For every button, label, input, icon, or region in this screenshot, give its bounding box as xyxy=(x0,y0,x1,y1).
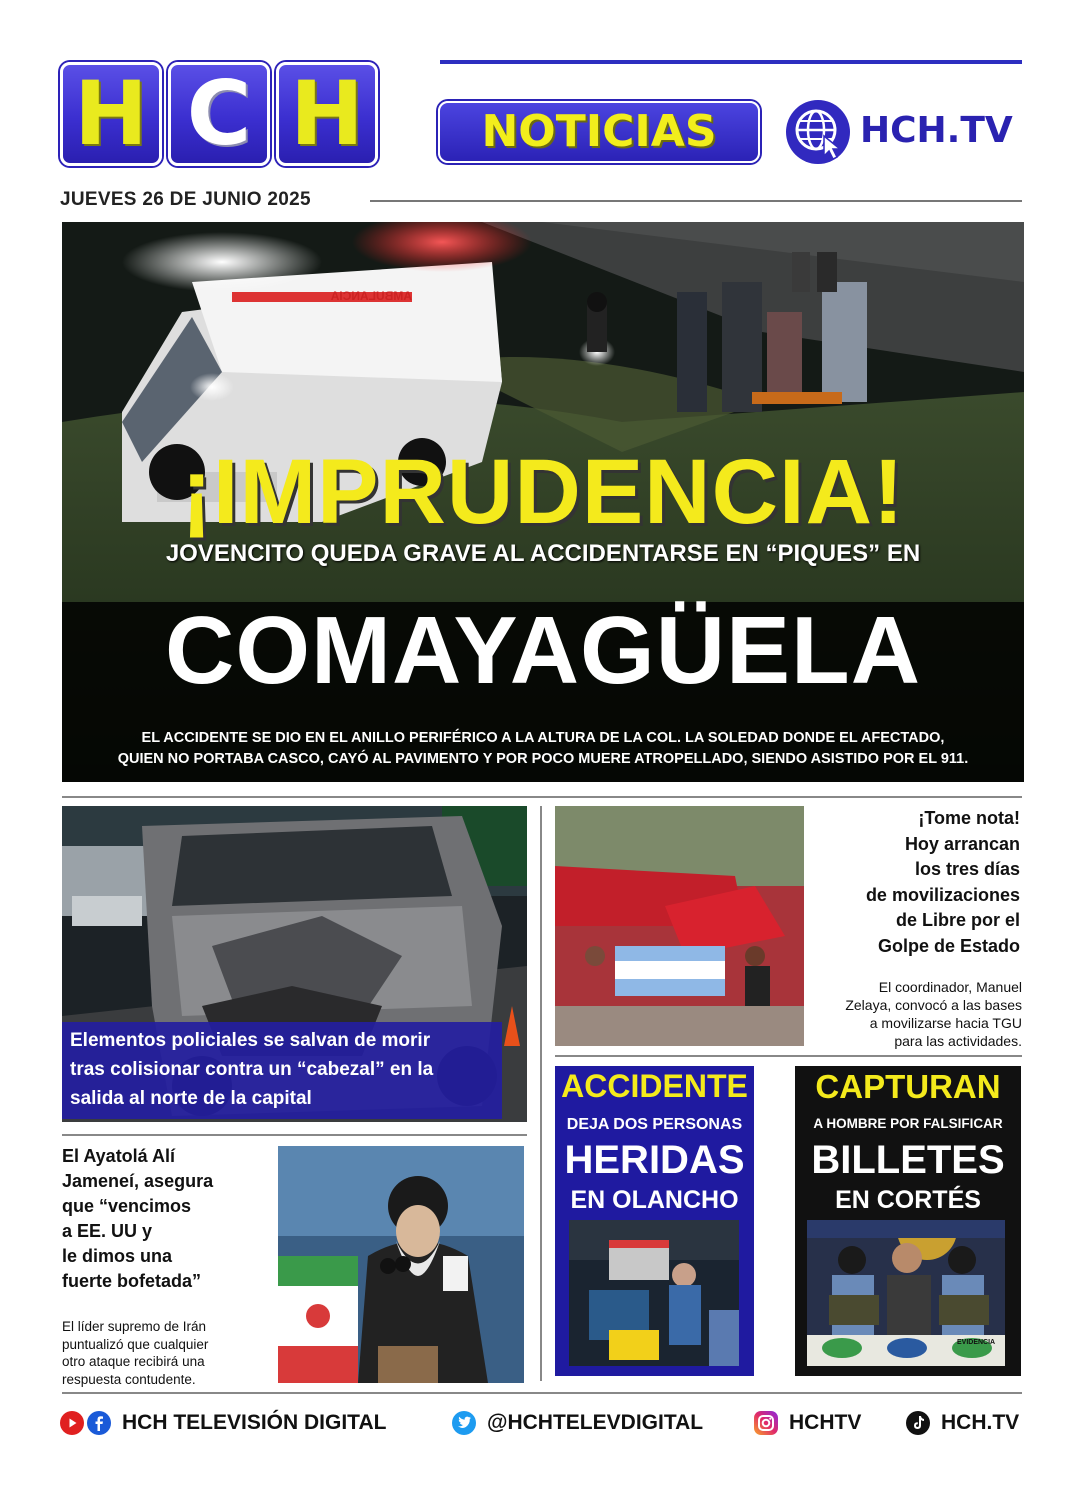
cortes-line4: EN CORTÉS xyxy=(835,1186,981,1214)
olancho-line3: HERIDAS xyxy=(564,1138,745,1182)
crash-caption xyxy=(62,1022,502,1119)
twitter-icon xyxy=(452,1411,476,1435)
cortes-story[interactable] xyxy=(795,1066,1021,1376)
libre-headline-line: Golpe de Estado xyxy=(877,935,1020,956)
footer-tiktok[interactable] xyxy=(906,1408,1019,1438)
khamenei-headline-line: le dimos una xyxy=(62,1246,173,1266)
hero-caption xyxy=(82,728,1004,770)
footer-youtube-facebook[interactable] xyxy=(60,1408,386,1438)
left-divider xyxy=(62,1134,527,1136)
logo-letter-h2: H xyxy=(276,62,378,166)
footer-twitter[interactable] xyxy=(452,1408,703,1438)
footer-divider xyxy=(62,1392,1022,1394)
khamenei-headline-line: a EE. UU y xyxy=(62,1221,153,1241)
youtube-icon xyxy=(60,1411,84,1435)
footer-tiktok-label: HCH.TV xyxy=(941,1411,1020,1434)
header-rule xyxy=(440,60,1022,64)
logo-letter-h1: H xyxy=(60,62,162,166)
footer-instagram-label: HCHTV xyxy=(789,1411,862,1434)
site-link[interactable]: HCH.TV xyxy=(860,110,1013,151)
libre-summary-line: a movilizarse hacia TGU xyxy=(869,1015,1022,1031)
olancho-title: ACCIDENTE xyxy=(561,1068,748,1104)
cortes-line2: A HOMBRE POR FALSIFICAR xyxy=(813,1116,1003,1131)
crash-caption-line: salida al norte de la capital xyxy=(70,1088,312,1109)
logo-letter-c: C xyxy=(168,62,270,166)
right-divider xyxy=(555,1055,1022,1057)
khamenei-headline-line: fuerte bofetada” xyxy=(62,1271,202,1291)
khamenei-summary-line: puntualizó que cualquier xyxy=(62,1336,209,1352)
khamenei-headline-line: Jameneí, asegura xyxy=(62,1171,214,1191)
khamenei-headline-line: El Ayatolá Alí xyxy=(62,1146,176,1166)
khamenei-image xyxy=(278,1146,524,1383)
libre-summary-line: El coordinador, Manuel xyxy=(878,979,1022,995)
olancho-image xyxy=(569,1220,739,1366)
khamenei-summary-line: otro ataque recibirá una xyxy=(62,1354,205,1369)
footer-youtube-facebook-label: HCH TELEVISIÓN DIGITAL xyxy=(122,1411,387,1434)
libre-summary-line: Zelaya, convocó a las bases xyxy=(845,997,1022,1013)
libre-summary-line: para las actividades. xyxy=(894,1033,1022,1049)
khamenei-summary xyxy=(62,1318,262,1388)
tiktok-icon xyxy=(906,1411,930,1435)
libre-headline-line: los tres días xyxy=(914,859,1020,879)
libre-headline-line: ¡Tome nota! xyxy=(918,808,1020,828)
libre-headline-line: de movilizaciones xyxy=(865,884,1020,905)
libre-summary xyxy=(812,978,1022,1050)
hero-headline: ¡IMPRUDENCIA! xyxy=(181,441,905,543)
hero-caption-line: EL ACCIDENTE SE DIO EN EL ANILLO PERIFÉRICO A LA ALTURA DE LA COL. LA SOLEDAD DONDE EL AFECTADO, xyxy=(141,730,945,746)
hero-place: COMAYAGÜELA xyxy=(164,597,922,704)
issue-date: JUEVES 26 DE JUNIO 2025 xyxy=(60,189,311,210)
olancho-photo xyxy=(569,1220,739,1366)
olancho-story[interactable] xyxy=(555,1066,754,1376)
date-rule xyxy=(370,200,1022,202)
evidence-label: EVIDENCIA xyxy=(957,1339,996,1346)
social-footer xyxy=(60,1408,1022,1440)
column-divider xyxy=(540,806,542,1381)
globe-icon xyxy=(786,100,850,164)
cortes-title: CAPTURAN xyxy=(815,1068,1001,1105)
section-divider xyxy=(62,796,1022,798)
crash-caption-line: Elementos policiales se salvan de morir xyxy=(70,1030,431,1051)
facebook-icon xyxy=(87,1411,111,1435)
section-label-badge: NOTICIAS xyxy=(438,101,760,163)
khamenei-headline xyxy=(62,1144,267,1294)
khamenei-summary-line: El líder supremo de Irán xyxy=(62,1319,207,1334)
march-image xyxy=(555,806,804,1046)
olancho-line4: EN OLANCHO xyxy=(570,1186,739,1214)
khamenei-photo[interactable] xyxy=(278,1146,524,1383)
footer-instagram[interactable] xyxy=(754,1408,861,1438)
hero-subheadline: JOVENCITO QUEDA GRAVE AL ACCIDENTARSE EN “PIQUES” EN xyxy=(165,540,921,567)
cortes-line3: BILLETES xyxy=(811,1138,1005,1182)
march-photo[interactable] xyxy=(555,806,804,1046)
cortes-image xyxy=(807,1220,1005,1366)
libre-headline xyxy=(812,806,1020,959)
hero-story[interactable] xyxy=(62,222,1024,782)
instagram-icon xyxy=(754,1411,778,1435)
olancho-line2: DEJA DOS PERSONAS xyxy=(566,1116,743,1133)
cortes-photo xyxy=(807,1220,1005,1366)
khamenei-headline-line: que “vencimos xyxy=(62,1196,192,1216)
footer-twitter-label: @HCHTELEVDIGITAL xyxy=(487,1411,704,1434)
ambulance-label: AMBULANCIA xyxy=(330,289,412,303)
crash-caption-line: tras colisionar contra un “cabezal” en la xyxy=(70,1059,434,1080)
libre-headline-line: de Libre por el xyxy=(895,910,1020,930)
hch-logo[interactable] xyxy=(60,62,378,166)
khamenei-summary-line: respuesta contudente. xyxy=(62,1371,196,1387)
hero-caption-line: QUIEN NO PORTABA CASCO, CAYÓ AL PAVIMENTO Y POR POCO MUERE ATROPELLADO, SIENDO ASISTIDO POR EL 911. xyxy=(117,751,969,767)
libre-headline-line: Hoy arrancan xyxy=(904,833,1020,854)
